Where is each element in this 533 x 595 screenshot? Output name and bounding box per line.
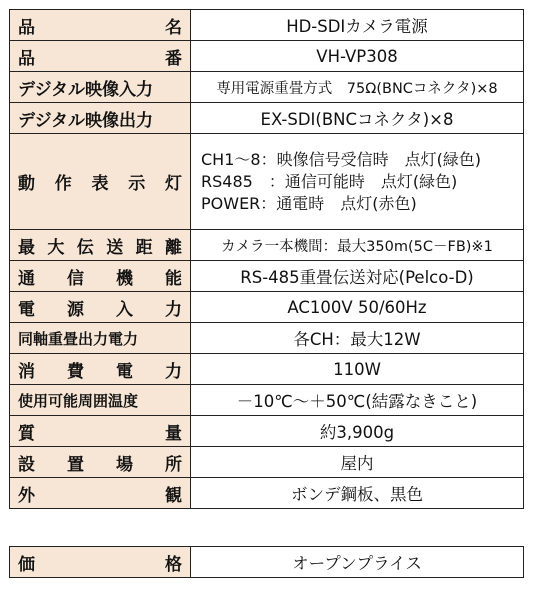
- row-label: 同軸重畳出力電力: [10, 323, 191, 354]
- price-value: オープンプライス: [191, 547, 524, 578]
- table-row: [10, 134, 524, 230]
- table-row: [10, 10, 524, 41]
- row-value: ボンデ鋼板、黒色: [191, 478, 524, 509]
- row-value: 専用電源重畳方式 75Ω(BNCコネクタ)×8: [191, 72, 524, 103]
- row-label: 使用可能周囲温度: [10, 385, 191, 416]
- status-line-rs485: RS485 ：通信可能時 点灯(緑色): [201, 171, 458, 191]
- row-label: 電源入力: [10, 292, 191, 323]
- row-label: 動作表示灯: [10, 134, 191, 230]
- table-row: [10, 354, 524, 385]
- row-value: [191, 134, 524, 230]
- table-row: [10, 323, 524, 354]
- table-row: [10, 385, 524, 416]
- spec-table: [9, 9, 524, 509]
- table-row: [10, 261, 524, 292]
- row-label: 最大伝送距離: [10, 230, 191, 261]
- row-label: 通信機能: [10, 261, 191, 292]
- table-row: [10, 230, 524, 261]
- row-value: 約3,900g: [191, 416, 524, 447]
- row-label: 質量: [10, 416, 191, 447]
- table-row: [10, 292, 524, 323]
- table-row: [10, 72, 524, 103]
- row-value: 屋内: [191, 447, 524, 478]
- row-label: 消費電力: [10, 354, 191, 385]
- table-row: [10, 447, 524, 478]
- table-row: [10, 41, 524, 72]
- row-value: 各CH：最大12W: [191, 323, 524, 354]
- price-label: 価格: [10, 547, 191, 578]
- row-value: カメラ一本機間：最大350m(5C－FB)※1: [191, 230, 524, 261]
- table-row: [10, 478, 524, 509]
- row-value: 110W: [191, 354, 524, 385]
- row-value: AC100V 50/60Hz: [191, 292, 524, 323]
- status-line-power: POWER：通電時 点灯(赤色): [201, 193, 417, 213]
- row-label: 品名: [10, 10, 191, 41]
- table-row: [10, 547, 524, 578]
- row-label: 品番: [10, 41, 191, 72]
- row-value: VH-VP308: [191, 41, 524, 72]
- table-row: [10, 103, 524, 134]
- price-table: [9, 546, 524, 578]
- row-label: デジタル映像入力: [10, 72, 191, 103]
- row-value: －10℃～＋50℃(結露なきこと): [191, 385, 524, 416]
- row-value: EX-SDI(BNCコネクタ)×8: [191, 103, 524, 134]
- status-line-ch: CH1～8：映像信号受信時 点灯(緑色): [201, 149, 482, 169]
- row-label: 設置場所: [10, 447, 191, 478]
- row-label: 外観: [10, 478, 191, 509]
- table-row: [10, 416, 524, 447]
- row-label: デジタル映像出力: [10, 103, 191, 134]
- row-value: RS-485重畳伝送対応(Pelco-D): [191, 261, 524, 292]
- row-value: HD-SDIカメラ電源: [191, 10, 524, 41]
